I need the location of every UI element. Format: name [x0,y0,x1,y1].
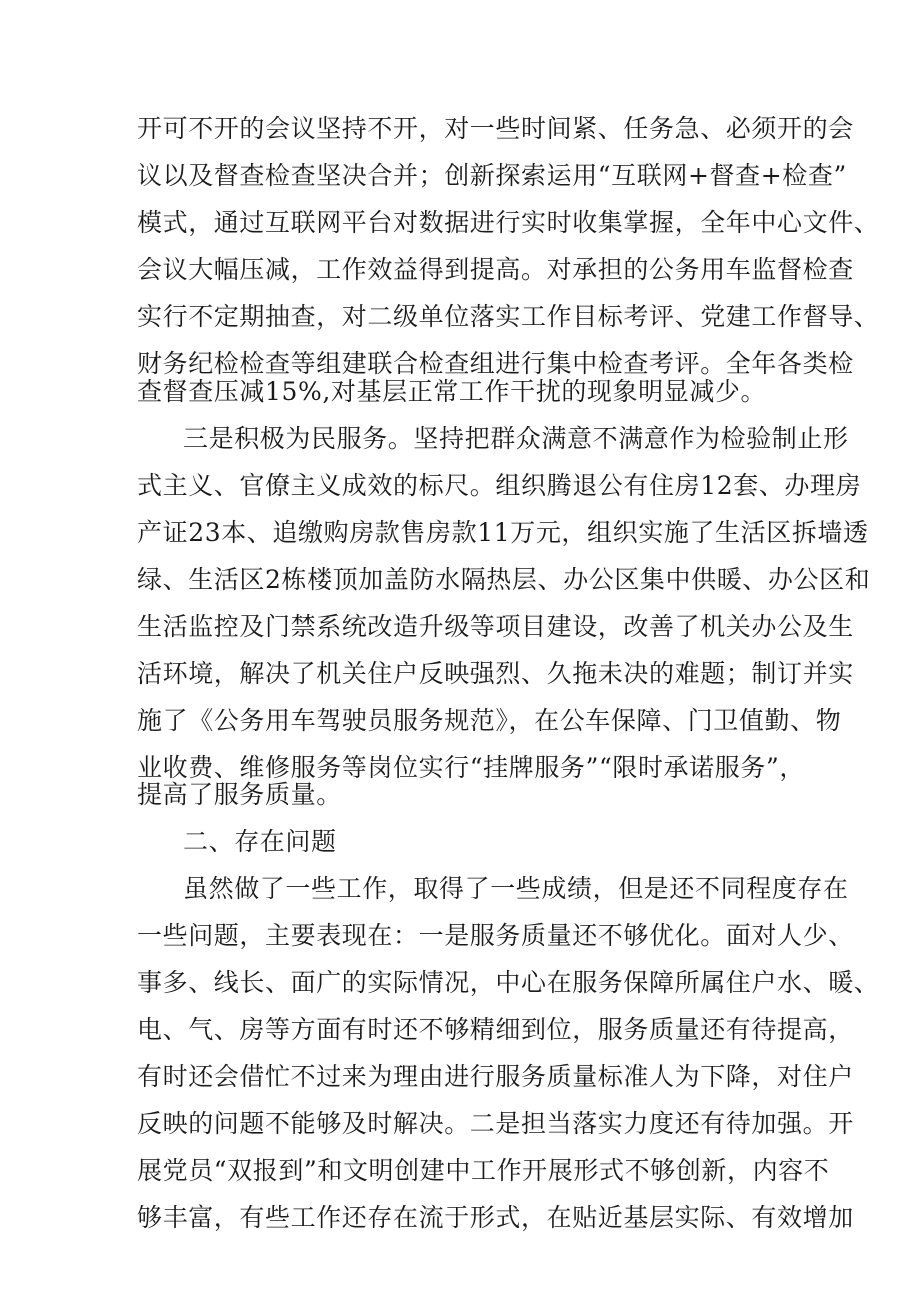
paragraph-line: 会议大幅压减，工作效益得到提高。对承担的公务用车监督检查 [137,255,854,284]
paragraph-line: 财务纪检检查等组建联合检查组进行集中检查考评。全年各类检 [137,349,854,378]
paragraph-line: 提高了服务质量。 [137,780,342,809]
paragraph-line: 反映的问题不能够及时解决。二是担当落实力度还有待加强。开 [137,1109,854,1138]
paragraph-line: 够丰富，有些工作还存在流于形式，在贴近基层实际、有效增加 [137,1203,854,1232]
paragraph-line: 查督查压减15%,对基层正常工作干扰的现象明显减少。 [137,377,767,406]
paragraph-line: 模式，通过互联网平台对数据进行实时收集掌握，全年中心文件、 [137,208,880,237]
paragraph-line: 施了《公务用车驾驶员服务规范》，在公车保障、门卫值勤、物 [137,706,842,735]
paragraph-line: 业收费、维修服务等岗位实行“挂牌服务”“限时承诺服务”， [137,753,805,782]
paragraph-line: 展党员“双报到”和文明创建中工作开展形式不够创新，内容不 [137,1156,830,1185]
section-heading: 二、存在问题 [183,827,337,856]
paragraph-line: 开可不开的会议坚持不开，对一些时间紧、任务急、必须开的会 [137,114,854,143]
paragraph-line: 活环境，解决了机关住户反映强烈、久拖未决的难题；制订并实 [137,659,854,688]
paragraph-line: 有时还会借忙不过来为理由进行服务质量标准人为下降，对住户 [137,1062,854,1091]
paragraph-line: 事多、线长、面广的实际情况，中心在服务保障所属住户水、暖、 [137,968,880,997]
paragraph-line: 虽然做了一些工作，取得了一些成绩，但是还不同程度存在 [183,874,849,903]
paragraph-line: 三是积极为民服务。坚持把群众满意不满意作为检验制止形 [183,424,849,453]
paragraph-line: 绿、生活区2栋楼顶加盖防水隔热层、办公区集中供暖、办公区和 [137,565,871,594]
paragraph-line: 生活监控及门禁系统改造升级等项目建设，改善了机关办公及生 [137,612,854,641]
paragraph-line: 议以及督查检查坚决合并；创新探索运用“互联网+督查+检查” [137,161,847,190]
paragraph-line: 电、气、房等方面有时还不够精细到位，服务质量还有待提高， [137,1015,854,1044]
paragraph-line: 一些问题，主要表现在：一是服务质量还不够优化。面对人少、 [137,921,854,950]
paragraph-line: 实行不定期抽查，对二级单位落实工作目标考评、党建工作督导、 [137,302,880,331]
paragraph-line: 产证23本、追缴购房款售房款11万元，组织实施了生活区拆墙透 [137,518,869,547]
paragraph-line: 式主义、官僚主义成效的标尺。组织腾退公有住房12套、办理房 [137,471,862,500]
